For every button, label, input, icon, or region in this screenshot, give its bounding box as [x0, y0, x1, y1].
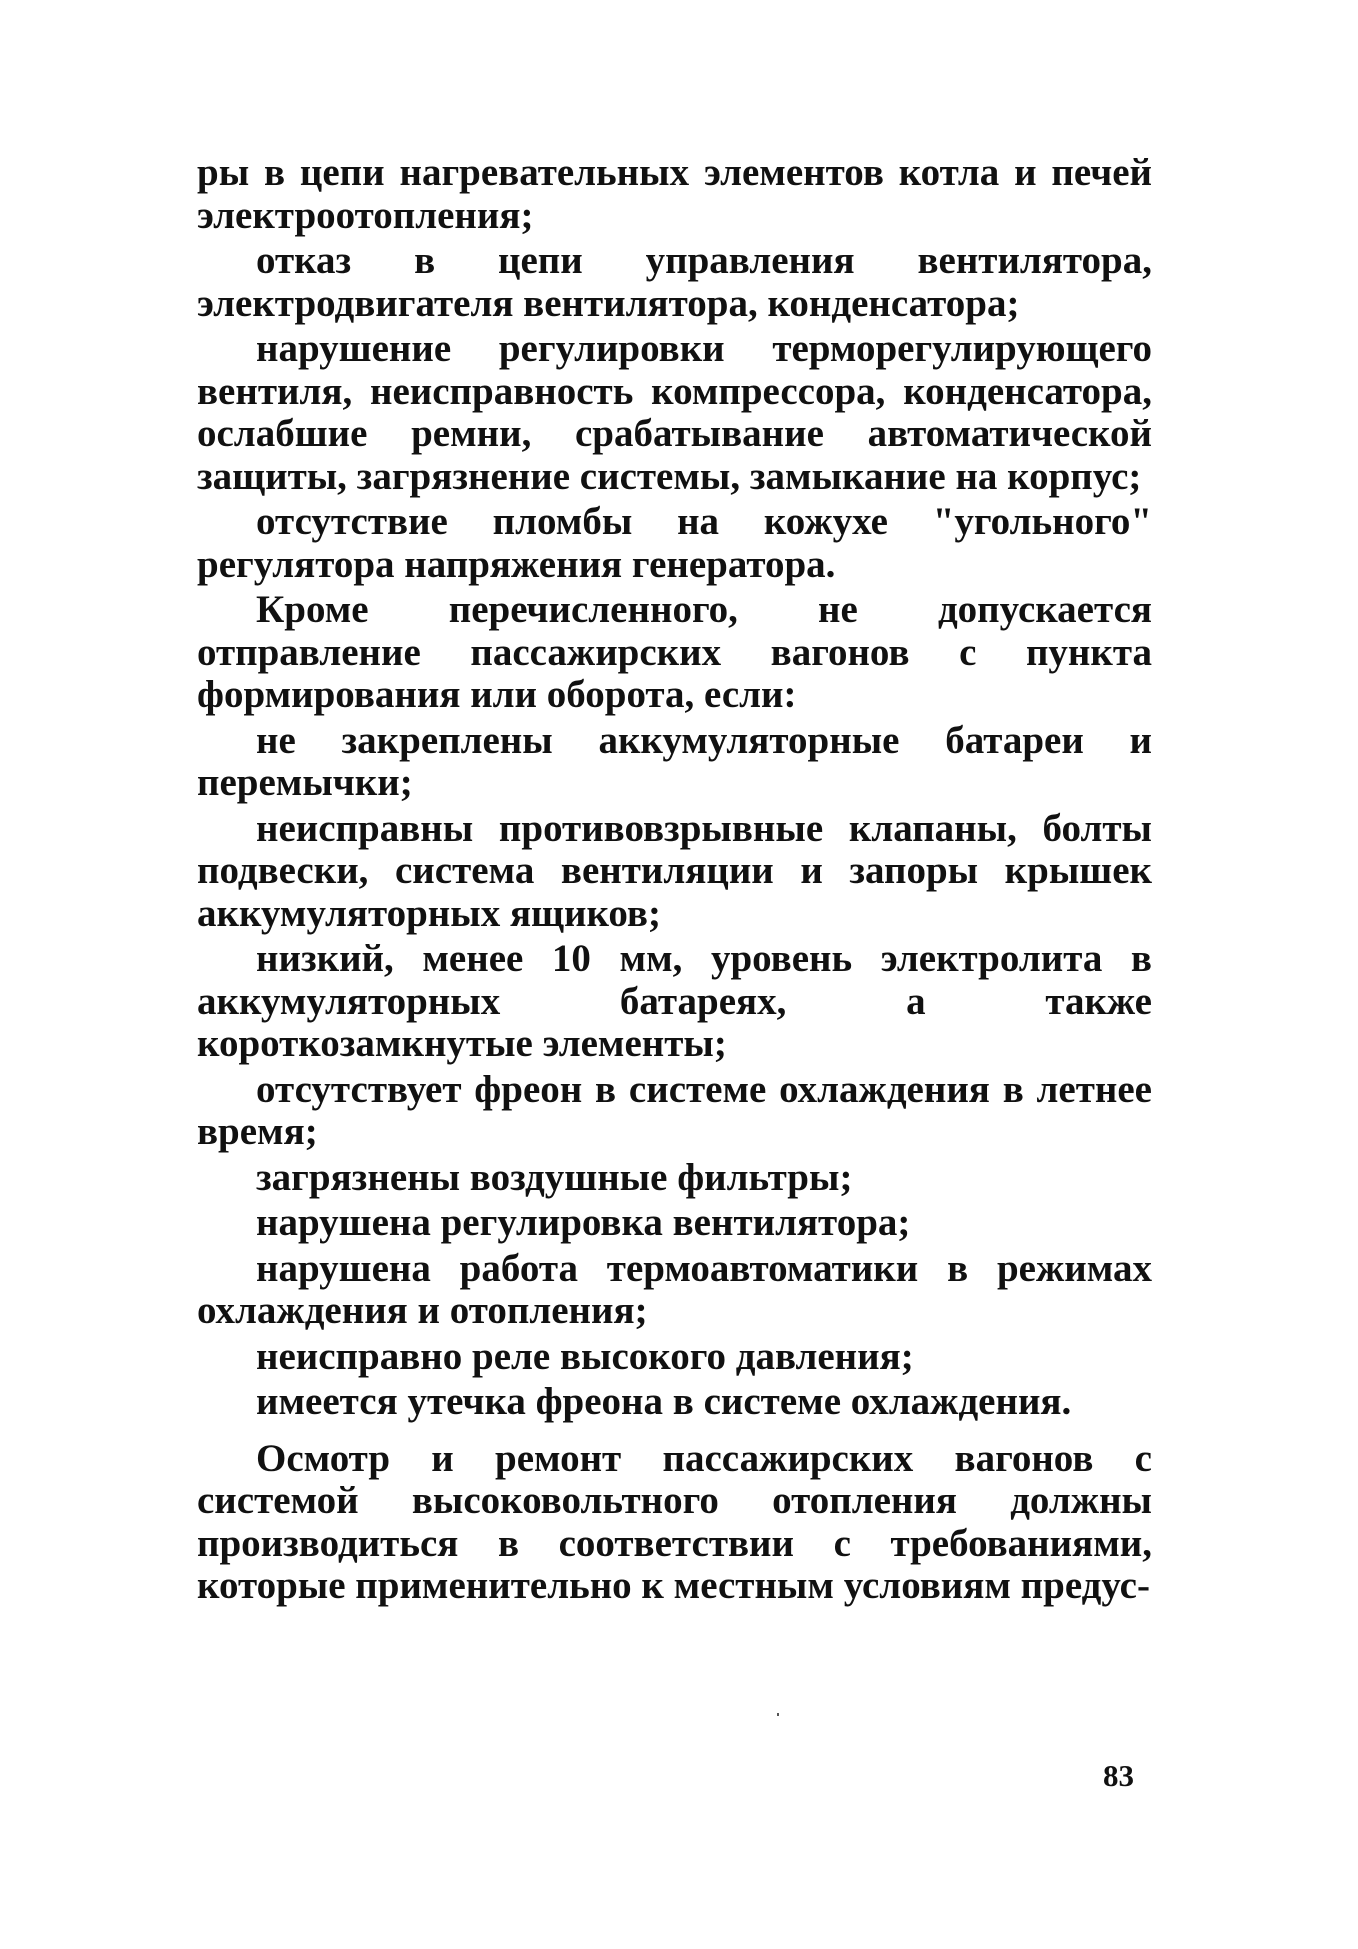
paragraph-3: нарушение регулировки терморегулирующего вентиля, неисправность компрессора, конденсатора, ослабшие ремни, срабатывание автоматической защиты, загрязнение системы, замыкание на корпус;	[197, 327, 1152, 498]
paragraph-8: низкий, менее 10 мм, уровень электролита в аккумуляторных батареях, а также короткозамкнутые элементы;	[197, 937, 1152, 1065]
paragraph-9: отсутствует фреон в системе охлаждения в летнее время;	[197, 1067, 1152, 1153]
paragraph-7: неисправны противовзрывные клапаны, болты подвески, система вентиляции и запоры крышек аккумуляторных ящиков;	[197, 806, 1152, 935]
paragraph-5: Кроме перечисленного, не допускается отправление пассажирских вагонов с пункта формирования или оборота, если:	[197, 588, 1152, 716]
print-speck	[777, 1713, 779, 1716]
paragraph-15: Осмотр и ремонт пассажирских вагонов с системой высоковольтного отопления должны производиться в соответствии с требованиями, которые применительно к местным условиям предус-	[197, 1436, 1152, 1607]
paragraph-4: отсутствие пломбы на кожухе "угольного" регулятора напряжения генератора.	[197, 500, 1152, 586]
paragraph-13: неисправно реле высокого давления;	[256, 1334, 914, 1378]
paragraph-10: загрязнены воздушные фильтры;	[256, 1155, 853, 1199]
paragraph-14: имеется утечка фреона в системе охлаждения.	[256, 1380, 1072, 1423]
page-number: 83	[1103, 1758, 1134, 1793]
paragraph-11: нарушена регулировка вентилятора;	[256, 1201, 911, 1244]
page-body	[197, 152, 1152, 1608]
paragraph-2: отказ в цепи управления вентилятора, электродвигателя вентилятора, конденсатора;	[197, 239, 1152, 325]
paragraph-1: ры в цепи нагревательных элементов котла и печей электроотопления;	[197, 151, 1152, 237]
paragraph-12: нарушена работа термоавтоматики в режимах охлаждения и отопления;	[197, 1246, 1152, 1332]
paragraph-6: не закреплены аккумуляторные батареи и перемычки;	[197, 718, 1152, 804]
